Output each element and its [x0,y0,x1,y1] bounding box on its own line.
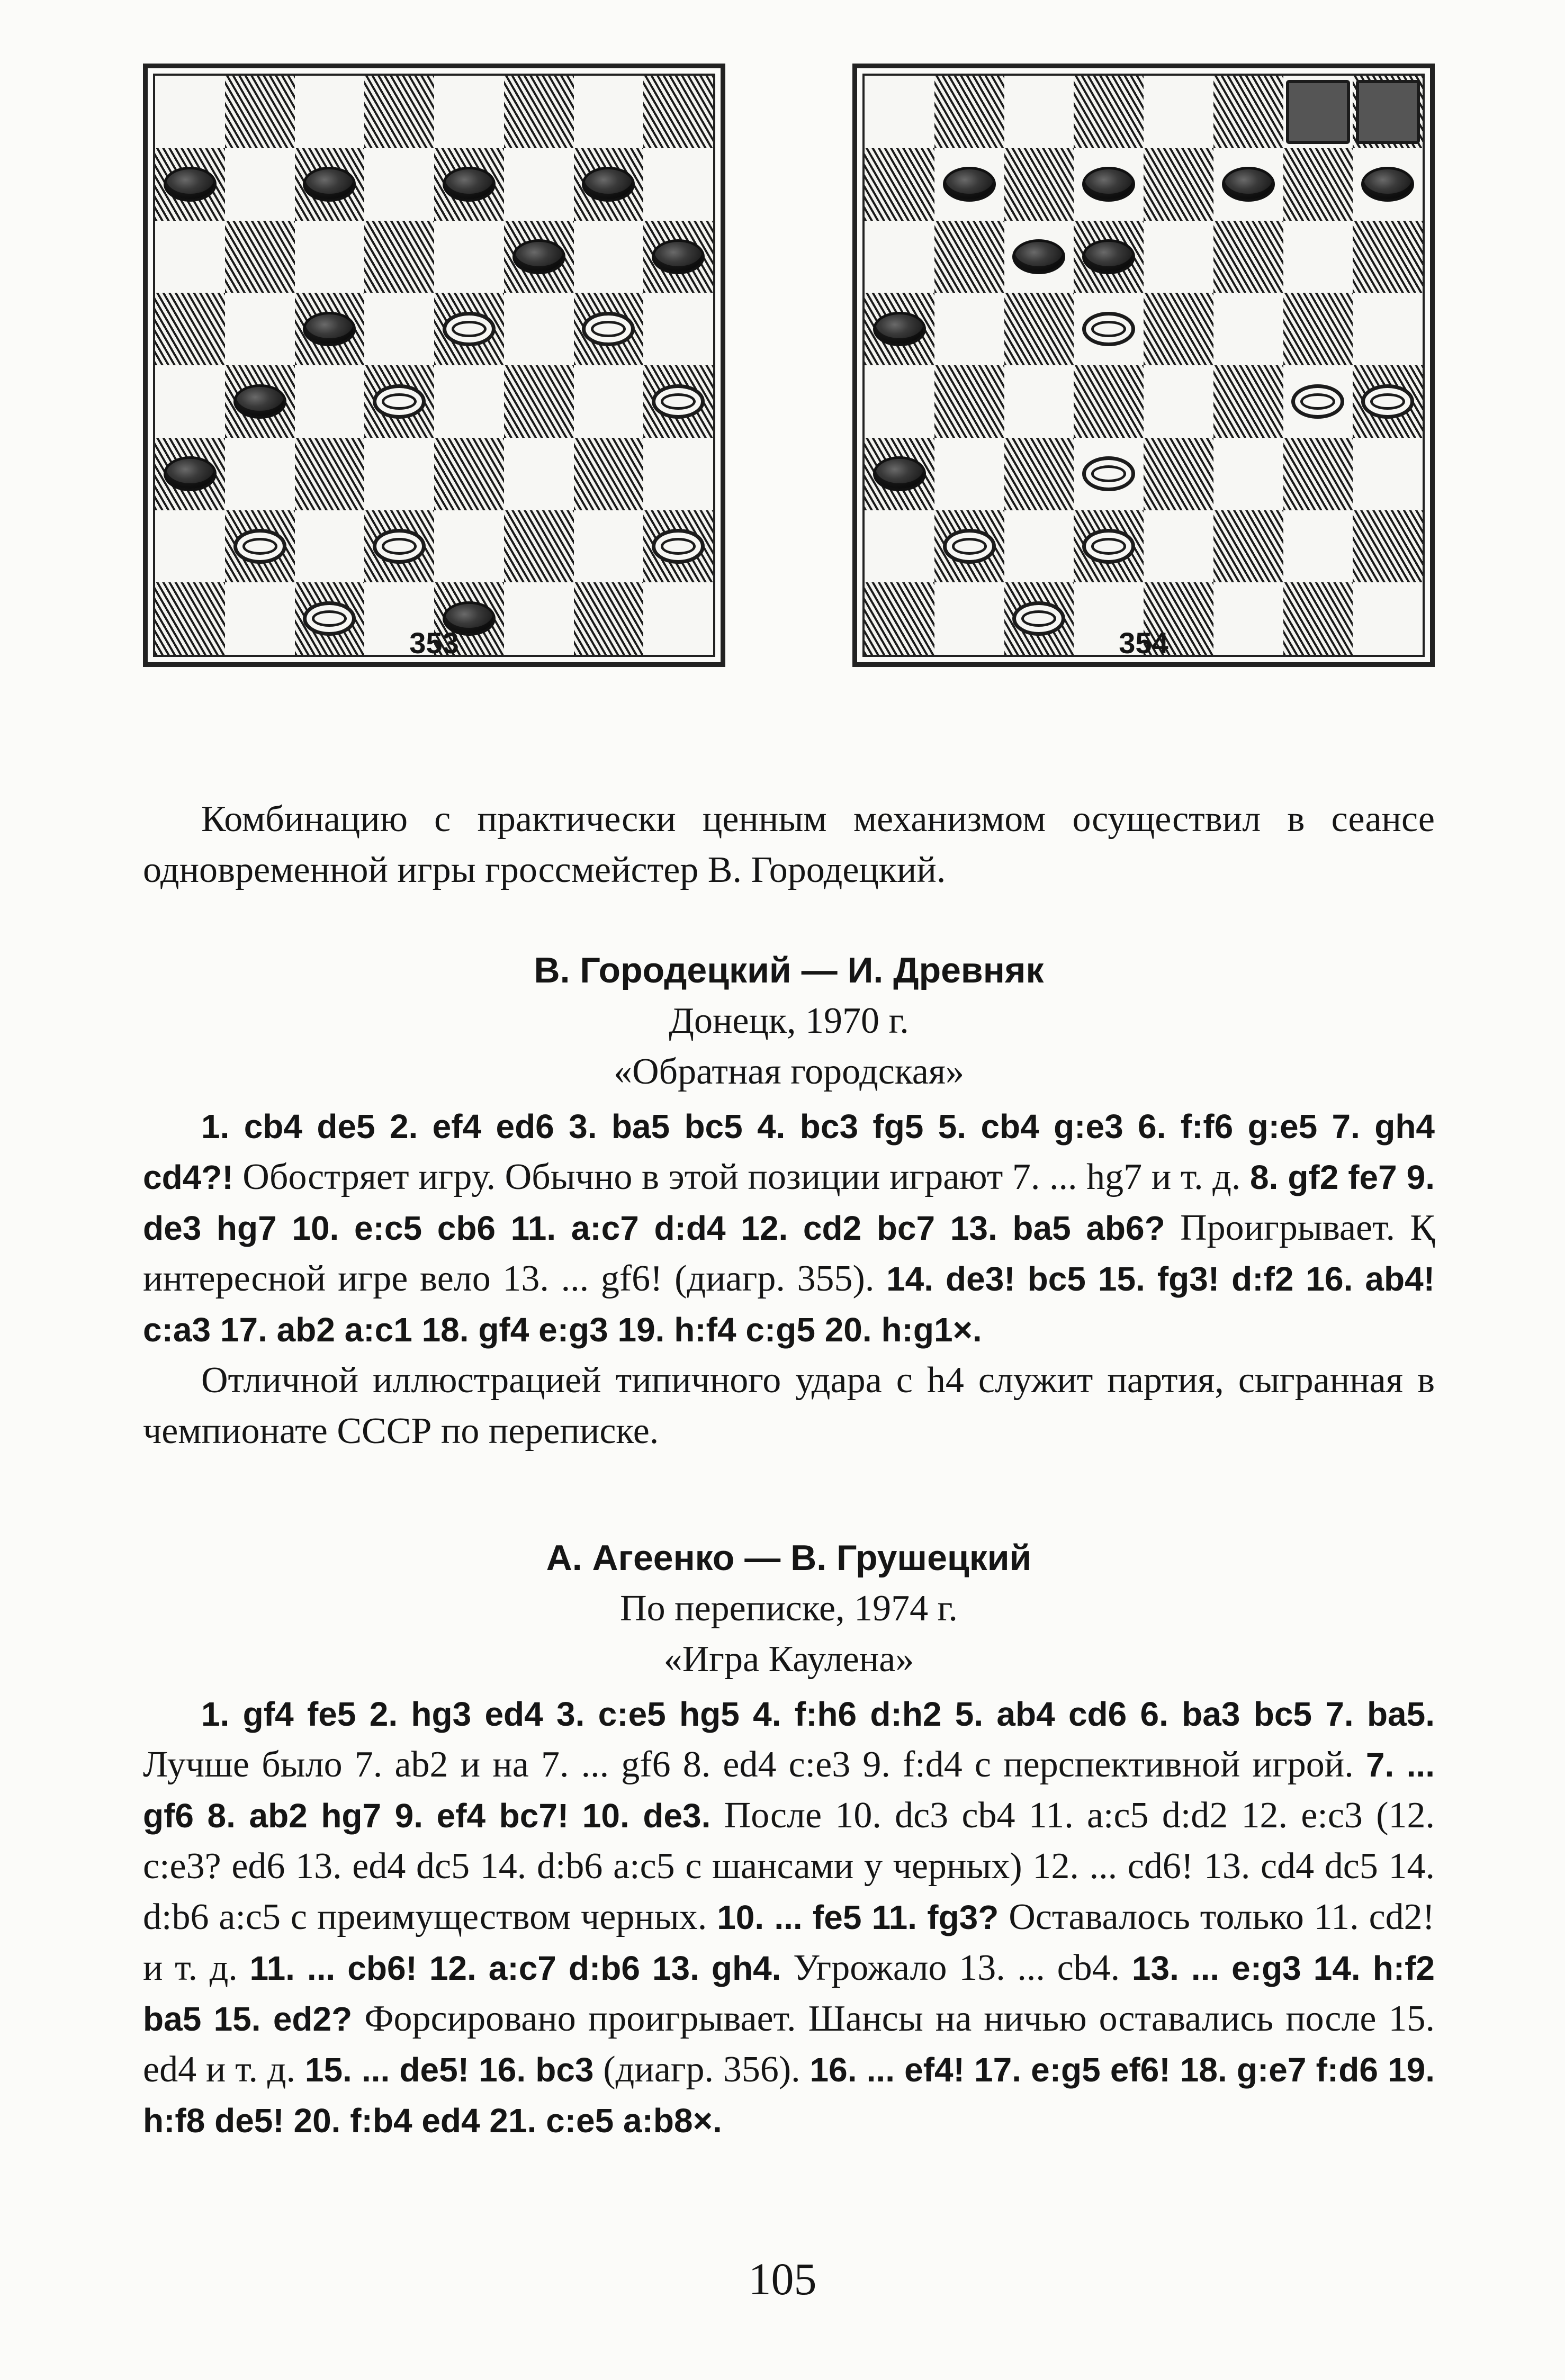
game2-notation [143,1689,1435,2146]
game2-players: А. Агеенко — В. Грушецкий [546,1538,1032,1578]
black-checker-b7 [943,167,996,202]
square-c6 [295,221,365,293]
commentary: После 10. dc3 cb4 11. a:c5 d:d2 12. e:c3 (12. c:e3? ed6 13. ed4 dc5 14. d:b6 a:c5 с шансами у черных) 12. ... cd6! 13. cd4 dc5 14. d:b6 a:c5 с преимуществом черных. [143,1795,1435,1937]
square-d5 [364,293,434,365]
square-g5 [574,293,644,365]
white-checker-d4 [373,384,426,419]
page-number: 105 [748,2253,817,2304]
square-d4 [1074,365,1144,438]
square-c3 [1004,438,1074,510]
square-c8 [1004,76,1074,148]
square-h2 [1353,510,1423,583]
square-c2 [295,510,365,583]
square-d8 [1074,76,1144,148]
white-checker-e5 [443,312,496,347]
square-b8 [225,76,295,148]
checkers-board [865,76,1423,655]
square-g5 [1283,293,1353,365]
square-h3 [1353,438,1423,510]
square-a2 [865,510,934,583]
moves: 10. ... fe5 11. fg3? [717,1898,999,1936]
square-f5 [504,293,574,365]
black-checker-c5 [303,312,356,347]
square-c2 [1004,510,1074,583]
white-checker-d2 [373,529,426,564]
square-g3 [574,438,644,510]
white-checker-h2 [652,529,705,564]
black-checker-c7 [303,167,356,202]
square-f5 [1213,293,1283,365]
square-a8 [865,76,934,148]
white-checker-d3 [1082,456,1135,491]
checkers-board [155,76,713,655]
square-c1 [1004,582,1074,655]
square-a2 [155,510,225,583]
square-e2 [1144,510,1213,583]
moves: 14. de3! bc5 15. fg3! d:f2 16. ab4! c:a3 17. ab2 a:c1 18. gf4 e:g3 19. h:f4 c:g5 20. h:g1×. [143,1260,1435,1349]
square-c5 [1004,293,1074,365]
square-e2 [434,510,504,583]
square-b7 [225,148,295,221]
moves: 1. cb4 de5 2. ef4 ed6 3. ba5 bc5 4. bc3 fg5 5. cb4 g:e3 6. f:f6 g:e5 7. gh4 cd4?! [143,1107,1435,1196]
square-f4 [504,365,574,438]
square-g6 [574,221,644,293]
square-g8 [574,76,644,148]
square-b5 [225,293,295,365]
square-d2 [1074,510,1144,583]
square-h2 [643,510,713,583]
square-e3 [1144,438,1213,510]
game2-opening: «Игра Каулена» [663,1639,914,1680]
square-h8 [1353,76,1423,148]
game1-notation [143,1101,1435,1457]
game2-header [143,1532,1435,1685]
square-b3 [934,438,1004,510]
square-d5 [1074,293,1144,365]
white-checker-b2 [943,529,996,564]
game2-place: По переписке, 1974 г. [620,1588,958,1629]
square-b6 [934,221,1004,293]
square-f4 [1213,365,1283,438]
square-e6 [1144,221,1213,293]
game1-place: Донецк, 1970 г. [669,1000,909,1041]
black-checker-a5 [873,312,926,347]
moves: 11. ... cb6! 12. a:c7 d:b6 13. gh4. [249,1949,781,1987]
square-b4 [934,365,1004,438]
black-checker-a7 [164,167,217,202]
board-frame [852,64,1435,667]
moves: 15. ... de5! 16. bc3 [304,2051,594,2089]
square-h4 [1353,365,1423,438]
square-e7 [434,148,504,221]
square-a1 [155,582,225,655]
black-checker-c6 [1012,239,1065,274]
square-g7 [574,148,644,221]
square-a5 [865,293,934,365]
square-c5 [295,293,365,365]
square-e4 [1144,365,1213,438]
black-checker-f6 [512,239,565,274]
moves: 1. gf4 fe5 2. hg3 ed4 3. c:e5 hg5 4. f:h6 d:h2 5. ab4 cd6 6. ba3 bc5 7. ba5. [201,1695,1435,1733]
game2-moves-paragraph [143,1689,1435,2146]
diagram-354 [852,64,1435,680]
black-checker-g7 [582,167,635,202]
square-g6 [1283,221,1353,293]
square-e8 [1144,76,1213,148]
black-checker-d6 [1082,239,1135,274]
square-a6 [865,221,934,293]
square-a4 [155,365,225,438]
square-a3 [865,438,934,510]
moves: 13. ... e:g3 14. h:f2 ba5 15. ed2? [143,1949,1435,2038]
square-d6 [364,221,434,293]
square-b7 [934,148,1004,221]
black-checker-a3 [873,456,926,491]
black-king-g8 [1286,80,1350,143]
square-g8 [1283,76,1353,148]
square-b1 [225,582,295,655]
game1-opening: «Обратная городская» [613,1051,965,1092]
square-g1 [1283,582,1353,655]
square-g4 [574,365,644,438]
diagram-number-353: 353 [409,626,459,660]
square-f6 [1213,221,1283,293]
black-checker-d7 [1082,167,1135,202]
square-d3 [1074,438,1144,510]
white-checker-g4 [1291,384,1344,419]
black-checker-a3 [164,456,217,491]
square-h5 [643,293,713,365]
square-c8 [295,76,365,148]
square-b2 [225,510,295,583]
square-a5 [155,293,225,365]
square-a3 [155,438,225,510]
square-b5 [934,293,1004,365]
square-d4 [364,365,434,438]
moves: 8. gf2 fe7 9. de3 hg7 10. e:c5 cb6 11. a:c7 d:d4 12. cd2 bc7 13. ba5 ab6? [143,1158,1435,1247]
square-d7 [1074,148,1144,221]
square-a8 [155,76,225,148]
square-b2 [934,510,1004,583]
square-g2 [1283,510,1353,583]
white-checker-d2 [1082,529,1135,564]
square-e4 [434,365,504,438]
black-checker-h6 [652,239,705,274]
square-b6 [225,221,295,293]
square-f2 [504,510,574,583]
square-c7 [1004,148,1074,221]
square-f6 [504,221,574,293]
square-a7 [155,148,225,221]
square-h8 [643,76,713,148]
square-d7 [364,148,434,221]
commentary: Проигрывает. Қ интересной игре вело 13. ... gf6! (диагр. 355). [143,1207,1435,1299]
square-c7 [295,148,365,221]
black-checker-e7 [443,167,496,202]
square-f3 [1213,438,1283,510]
square-e3 [434,438,504,510]
square-h1 [643,582,713,655]
square-c4 [1004,365,1074,438]
square-c6 [1004,221,1074,293]
square-h6 [643,221,713,293]
square-e6 [434,221,504,293]
square-d8 [364,76,434,148]
square-h7 [1353,148,1423,221]
black-king-h8 [1356,80,1420,143]
square-b4 [225,365,295,438]
diagram-number-354: 354 [1119,626,1168,660]
square-b3 [225,438,295,510]
square-e7 [1144,148,1213,221]
square-f8 [504,76,574,148]
moves: 16. ... ef4! 17. e:g5 ef6! 18. g:e7 f:d6 19. h:f8 de5! 20. f:b4 ed4 21. c:e5 a:b8×. [143,2051,1435,2140]
square-e8 [434,76,504,148]
white-checker-g5 [582,312,635,347]
square-c4 [295,365,365,438]
square-g4 [1283,365,1353,438]
white-checker-d5 [1082,312,1135,347]
square-e5 [1144,293,1213,365]
square-d3 [364,438,434,510]
white-checker-c1 [303,601,356,636]
square-a6 [155,221,225,293]
square-h3 [643,438,713,510]
square-f7 [504,148,574,221]
commentary: Обостряет игру. Обычно в этой позиции играют 7. ... hg7 и т. д. [233,1157,1251,1197]
square-h6 [1353,221,1423,293]
intro-text: Комбинацию с практически ценным механизмом осуществил в сеансе одновременной игры гроссмейстер В. Городецкий. [143,799,1435,890]
commentary: Угрожало 13. ... cb4. [781,1948,1132,1988]
square-g2 [574,510,644,583]
game1-header [143,945,1435,1097]
square-b1 [934,582,1004,655]
square-b8 [934,76,1004,148]
square-f7 [1213,148,1283,221]
square-c3 [295,438,365,510]
game1-moves-paragraph [143,1101,1435,1355]
commentary: (диагр. 356). [593,2049,810,2090]
square-a7 [865,148,934,221]
game1-transition-paragraph: Отличной иллюстрацией типичного удара с h4 служит партия, сыгранная в чемпионате СССР по переписке. [143,1360,1435,1452]
white-checker-h4 [1361,384,1414,419]
square-f1 [1213,582,1283,655]
square-h5 [1353,293,1423,365]
black-checker-f7 [1222,167,1275,202]
square-a4 [865,365,934,438]
square-h1 [1353,582,1423,655]
square-g1 [574,582,644,655]
commentary: Оставалось только 11. cd2! и т. д. [143,1897,1435,1988]
square-g7 [1283,148,1353,221]
square-f1 [504,582,574,655]
square-f8 [1213,76,1283,148]
square-f2 [1213,510,1283,583]
commentary: Форсировано проигрывает. Шансы на ничью оставались после 15. ed4 и т. д. [143,1998,1435,2090]
white-checker-h4 [652,384,705,419]
commentary: Лучше было 7. ab2 и на 7. ... gf6 8. ed4 c:e3 9. f:d4 с перспективной игрой. [143,1744,1366,1785]
square-a1 [865,582,934,655]
square-f3 [504,438,574,510]
white-checker-b2 [233,529,286,564]
square-h7 [643,148,713,221]
game1-players: В. Городецкий — И. Древняк [534,950,1044,990]
white-checker-c1 [1012,601,1065,636]
square-e5 [434,293,504,365]
black-checker-b4 [233,384,286,419]
moves: 7. ... gf6 8. ab2 hg7 9. ef4 bc7! 10. de3. [143,1746,1435,1835]
square-d6 [1074,221,1144,293]
square-h4 [643,365,713,438]
square-c1 [295,582,365,655]
intro-paragraph [143,794,1435,896]
black-checker-h7 [1361,167,1414,202]
square-g3 [1283,438,1353,510]
square-d2 [364,510,434,583]
diagram-353 [143,64,725,680]
board-frame [143,64,725,667]
